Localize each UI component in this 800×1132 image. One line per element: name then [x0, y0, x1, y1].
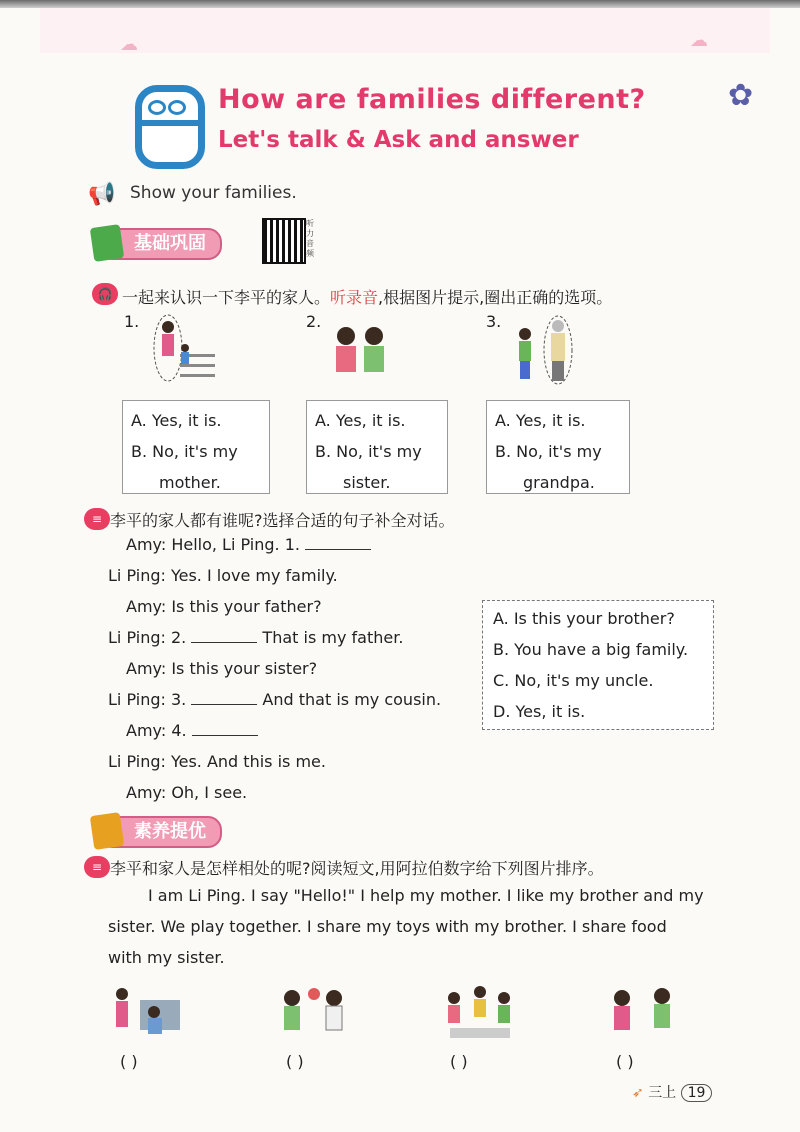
option-b-cont: grandpa. [523, 473, 595, 492]
section-badge-advanced: 素养提优 [98, 816, 222, 848]
q3-picture-1 [110, 982, 190, 1048]
q1-item-number: 3. [486, 312, 502, 331]
header-strip [40, 8, 770, 53]
q2-options-box [482, 600, 714, 730]
answer-paren-3[interactable]: ( ) [450, 1052, 468, 1071]
dialogue-line: Amy: Oh, I see. [126, 783, 248, 802]
q1-instruction: 一起来认识一下李平的家人。听录音,根据图片提示,圈出正确的选项。 [122, 288, 613, 307]
dialogue-line: Amy: 4. [126, 721, 258, 740]
option-b[interactable]: B. No, it's my [495, 442, 602, 461]
q3-picture-2 [276, 984, 352, 1040]
answer-blank-2[interactable] [191, 628, 257, 643]
dialogue-line: Amy: Is this your father? [126, 597, 322, 616]
option-a[interactable]: A. Yes, it is. [315, 411, 406, 430]
qr-label: 听力音频 [306, 219, 314, 258]
choice-c[interactable]: C. No, it's my uncle. [493, 671, 654, 690]
q1-picture-3 [510, 312, 580, 388]
q1-options-box-3 [486, 400, 630, 494]
answer-paren-1[interactable]: ( ) [120, 1052, 138, 1071]
q1-item-number: 2. [306, 312, 322, 331]
answer-paren-4[interactable]: ( ) [616, 1052, 634, 1071]
choice-d[interactable]: D. Yes, it is. [493, 702, 586, 721]
choice-a[interactable]: A. Is this your brother? [493, 609, 675, 628]
dialogue-line: Li Ping: Yes. I love my family. [108, 566, 338, 585]
option-b-cont: sister. [343, 473, 391, 492]
speaker-icon: 📢 [88, 182, 116, 207]
headphone-icon: 🎧 [92, 283, 118, 305]
option-b[interactable]: B. No, it's my [131, 442, 238, 461]
question-number-badge: ≡ [84, 856, 110, 878]
q1-options-box-1 [122, 400, 270, 494]
page-number: 19 [681, 1084, 713, 1102]
grade-label: 三上 [648, 1085, 677, 1101]
q1-options-box-2 [306, 400, 448, 494]
option-b-cont: mother. [159, 473, 221, 492]
intro-text: Show your families. [130, 183, 297, 203]
passage-line: I am Li Ping. I say "Hello!" I help my mother. I like my brother and my [148, 886, 704, 905]
q1-picture-1 [140, 312, 220, 384]
dialogue-line: Li Ping: 3. And that is my cousin. [108, 690, 442, 709]
option-a[interactable]: A. Yes, it is. [131, 411, 222, 430]
cloud-icon: ☁ [120, 34, 138, 55]
answer-paren-2[interactable]: ( ) [286, 1052, 304, 1071]
q3-picture-3 [440, 984, 520, 1046]
passage-line: with my sister. [108, 948, 225, 967]
dialogue-line: Amy: Is this your sister? [126, 659, 318, 678]
dialogue-line: Li Ping: Yes. And this is me. [108, 752, 326, 771]
unit-b-badge [135, 85, 205, 169]
choice-b[interactable]: B. You have a big family. [493, 640, 689, 659]
answer-blank-1[interactable] [305, 535, 371, 550]
page-subtitle: Let's talk & Ask and answer [218, 127, 579, 153]
page-title: How are families different? [218, 84, 646, 115]
dialogue-line: Amy: Hello, Li Ping. 1. [126, 535, 371, 554]
option-a[interactable]: A. Yes, it is. [495, 411, 586, 430]
cloud-icon: ☁ [690, 30, 708, 51]
answer-blank-4[interactable] [192, 721, 258, 736]
q3-instruction: 李平和家人是怎样相处的呢?阅读短文,用阿拉伯数字给下列图片排序。 [110, 859, 604, 878]
q3-picture-4 [604, 984, 684, 1040]
question-number-badge: ≡ [84, 508, 110, 530]
qr-code[interactable] [262, 218, 306, 264]
option-b[interactable]: B. No, it's my [315, 442, 422, 461]
section-badge-basic: 基础巩固 [98, 228, 222, 260]
butterfly-icon: ✿ [728, 78, 754, 113]
q1-item-number: 1. [124, 312, 140, 331]
bird-icon: ➶ [632, 1085, 644, 1101]
passage-line: sister. We play together. I share my toys with my brother. I share food [108, 917, 667, 936]
q1-picture-2 [326, 322, 396, 378]
dialogue-line: Li Ping: 2. That is my father. [108, 628, 404, 647]
answer-blank-3[interactable] [191, 690, 257, 705]
page-footer [632, 1082, 712, 1102]
top-edge [0, 0, 800, 8]
q2-instruction: 李平的家人都有谁呢?选择合适的句子补全对话。 [110, 511, 455, 530]
